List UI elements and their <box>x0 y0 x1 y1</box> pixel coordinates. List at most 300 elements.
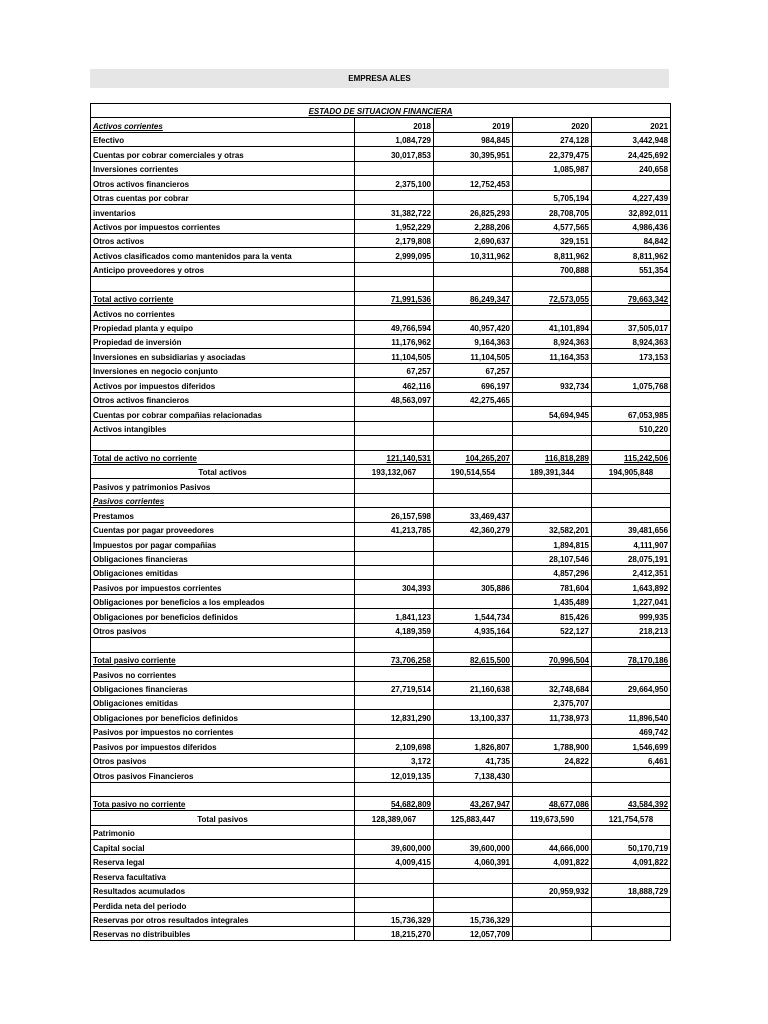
value-cell: 218,213 <box>592 623 671 637</box>
value-cell: 44,666,000 <box>513 840 592 854</box>
value-cell: 1,544,734 <box>434 609 513 623</box>
table-row <box>91 551 671 565</box>
financial-statement-table <box>90 103 671 941</box>
value-cell <box>434 869 513 883</box>
row-label: Patrimonio <box>91 825 355 839</box>
table-row <box>91 883 671 897</box>
value-cell: 240,658 <box>592 161 671 175</box>
value-cell <box>513 825 592 839</box>
table-row <box>91 219 671 233</box>
table-row <box>91 205 671 219</box>
table-row <box>91 580 671 594</box>
row-label: Activos clasificados como mantenidos para la venta <box>91 248 355 262</box>
row-label: Perdida neta del periodo <box>91 898 355 912</box>
value-cell <box>355 551 434 565</box>
value-cell <box>592 782 671 796</box>
value-cell: 4,111,907 <box>592 537 671 551</box>
total-row <box>91 450 671 464</box>
row-label: Reserva facultativa <box>91 869 355 883</box>
value-cell <box>434 638 513 652</box>
value-cell: 40,957,420 <box>434 320 513 334</box>
row-label: Obligaciones por beneficios definidos <box>91 609 355 623</box>
value-cell: 5,705,194 <box>513 190 592 204</box>
value-cell: 4,986,436 <box>592 219 671 233</box>
table-row <box>91 594 671 608</box>
table-row <box>91 147 671 161</box>
value-cell: 24,822 <box>513 753 592 767</box>
value-cell: 932,734 <box>513 378 592 392</box>
value-cell <box>592 306 671 320</box>
value-cell: 2,690,637 <box>434 233 513 247</box>
value-cell <box>592 508 671 522</box>
value-cell: 9,164,363 <box>434 335 513 349</box>
table-row <box>91 768 671 782</box>
row-label: Total pasivo corriente <box>91 652 355 666</box>
value-cell: 7,138,430 <box>434 768 513 782</box>
table-row <box>91 335 671 349</box>
value-cell <box>434 421 513 435</box>
value-cell <box>513 912 592 926</box>
value-cell: 510,220 <box>592 421 671 435</box>
row-label: Otros pasivos <box>91 623 355 637</box>
value-cell: 30,395,951 <box>434 147 513 161</box>
value-cell <box>355 825 434 839</box>
row-label <box>91 436 355 450</box>
value-cell <box>513 782 592 796</box>
value-cell: 8,811,962 <box>592 248 671 262</box>
row-label: Activos por impuestos diferidos <box>91 378 355 392</box>
value-cell: 1,227,041 <box>592 594 671 608</box>
row-label: Obligaciones por beneficios definidos <box>91 710 355 724</box>
row-label <box>91 638 355 652</box>
value-cell: 12,019,135 <box>355 768 434 782</box>
value-cell: 1,435,489 <box>513 594 592 608</box>
value-cell <box>434 551 513 565</box>
row-label: Obligaciones por beneficios a los empleados <box>91 594 355 608</box>
value-cell: 12,831,290 <box>355 710 434 724</box>
value-cell: 3,442,948 <box>592 132 671 146</box>
table-row <box>91 869 671 883</box>
value-cell: 8,924,363 <box>592 335 671 349</box>
value-cell <box>434 667 513 681</box>
table-row <box>91 681 671 695</box>
value-cell: 12,752,453 <box>434 176 513 190</box>
table-row <box>91 724 671 738</box>
row-label <box>91 277 355 291</box>
value-cell: 18,215,270 <box>355 926 434 940</box>
row-label: Otros activos financieros <box>91 176 355 190</box>
value-cell: 70,996,504 <box>513 652 592 666</box>
value-cell <box>513 667 592 681</box>
row-label: Activos por impuestos corrientes <box>91 219 355 233</box>
table-row <box>91 118 671 132</box>
value-cell <box>592 695 671 709</box>
row-label: Pasivos corrientes <box>91 493 355 507</box>
value-cell: 815,426 <box>513 609 592 623</box>
value-cell <box>513 638 592 652</box>
row-label: Cuentas por pagar proveedores <box>91 522 355 536</box>
value-cell: 469,742 <box>592 724 671 738</box>
value-cell: 1,826,807 <box>434 739 513 753</box>
total-row <box>91 652 671 666</box>
value-cell: 1,788,900 <box>513 739 592 753</box>
table-row <box>91 508 671 522</box>
row-label: Obligaciones financieras <box>91 551 355 565</box>
value-cell <box>592 898 671 912</box>
value-cell: 2,999,095 <box>355 248 434 262</box>
value-cell: 11,176,962 <box>355 335 434 349</box>
value-cell <box>513 926 592 940</box>
value-cell <box>592 869 671 883</box>
row-label: Otros activos <box>91 233 355 247</box>
value-cell <box>592 392 671 406</box>
value-cell: 84,842 <box>592 233 671 247</box>
value-cell <box>592 363 671 377</box>
value-cell <box>592 768 671 782</box>
value-cell: 2021 <box>592 118 671 132</box>
table-row <box>91 898 671 912</box>
value-cell: 4,091,822 <box>592 854 671 868</box>
value-cell <box>355 262 434 276</box>
value-cell: 1,952,229 <box>355 219 434 233</box>
value-cell: 2,288,206 <box>434 219 513 233</box>
value-cell <box>513 479 592 493</box>
row-label <box>91 782 355 796</box>
table-row <box>91 825 671 839</box>
row-label: Total pasivos <box>91 811 355 825</box>
value-cell: 48,677,086 <box>513 797 592 811</box>
row-label: Pasivos por impuestos no corrientes <box>91 724 355 738</box>
value-cell <box>355 479 434 493</box>
value-cell: 11,104,505 <box>434 349 513 363</box>
value-cell: 2018 <box>355 118 434 132</box>
value-cell: 4,060,391 <box>434 854 513 868</box>
value-cell <box>434 436 513 450</box>
table-row <box>91 233 671 247</box>
value-cell <box>434 277 513 291</box>
value-cell: 2020 <box>513 118 592 132</box>
value-cell: 28,107,546 <box>513 551 592 565</box>
value-cell: 54,682,809 <box>355 797 434 811</box>
value-cell: 1,075,768 <box>592 378 671 392</box>
value-cell <box>434 898 513 912</box>
table-row <box>91 638 671 652</box>
value-cell: 72,573,055 <box>513 291 592 305</box>
value-cell <box>355 161 434 175</box>
value-cell <box>355 883 434 897</box>
table-row <box>91 753 671 767</box>
value-cell: 39,481,656 <box>592 522 671 536</box>
value-cell: 41,213,785 <box>355 522 434 536</box>
value-cell <box>434 161 513 175</box>
value-cell: 37,505,017 <box>592 320 671 334</box>
value-cell <box>513 869 592 883</box>
table-row <box>91 522 671 536</box>
value-cell: 79,663,342 <box>592 291 671 305</box>
value-cell <box>513 306 592 320</box>
value-cell: 31,382,722 <box>355 205 434 219</box>
value-cell <box>592 825 671 839</box>
value-cell: 304,393 <box>355 580 434 594</box>
value-cell: 67,257 <box>355 363 434 377</box>
value-cell: 696,197 <box>434 378 513 392</box>
value-cell <box>355 667 434 681</box>
value-cell: 42,360,279 <box>434 522 513 536</box>
row-label: Pasivos y patrimonios Pasivos <box>91 479 355 493</box>
total-row <box>91 464 671 478</box>
value-cell <box>434 407 513 421</box>
value-cell: 116,818,289 <box>513 450 592 464</box>
row-label: Total de activo no corriente <box>91 450 355 464</box>
value-cell: 4,009,415 <box>355 854 434 868</box>
value-cell <box>513 898 592 912</box>
value-cell <box>513 724 592 738</box>
value-cell: 32,892,011 <box>592 205 671 219</box>
value-cell <box>592 926 671 940</box>
value-cell: 274,128 <box>513 132 592 146</box>
value-cell: 1,894,815 <box>513 537 592 551</box>
value-cell <box>355 407 434 421</box>
table-row <box>91 161 671 175</box>
value-cell: 13,100,337 <box>434 710 513 724</box>
value-cell <box>434 883 513 897</box>
table-row <box>91 782 671 796</box>
value-cell <box>355 190 434 204</box>
value-cell: 329,151 <box>513 233 592 247</box>
value-cell <box>434 566 513 580</box>
value-cell: 104,265,207 <box>434 450 513 464</box>
value-cell: 305,886 <box>434 580 513 594</box>
table-row <box>91 306 671 320</box>
value-cell: 10,311,962 <box>434 248 513 262</box>
value-cell: 42,275,465 <box>434 392 513 406</box>
value-cell: 4,857,296 <box>513 566 592 580</box>
value-cell: 20,959,932 <box>513 883 592 897</box>
value-cell <box>355 277 434 291</box>
value-cell <box>513 436 592 450</box>
value-cell: 1,546,699 <box>592 739 671 753</box>
value-cell: 8,811,962 <box>513 248 592 262</box>
row-label: Anticipo proveedores y otros <box>91 262 355 276</box>
value-cell <box>434 262 513 276</box>
row-label: Capital social <box>91 840 355 854</box>
row-label: Resultados acumulados <box>91 883 355 897</box>
row-label: Prestamos <box>91 508 355 522</box>
value-cell <box>355 638 434 652</box>
row-label: Total activo corriente <box>91 291 355 305</box>
table-row <box>91 493 671 507</box>
row-label: Reserva legal <box>91 854 355 868</box>
table-row <box>91 190 671 204</box>
value-cell <box>434 493 513 507</box>
value-cell <box>355 869 434 883</box>
value-cell: 115,242,506 <box>592 450 671 464</box>
value-cell <box>592 912 671 926</box>
value-cell <box>434 724 513 738</box>
value-cell <box>592 277 671 291</box>
row-label: Activos no corrientes <box>91 306 355 320</box>
table-row <box>91 623 671 637</box>
value-cell: 82,615,500 <box>434 652 513 666</box>
value-cell: 194,905,848 <box>592 464 671 478</box>
row-label: Obligaciones emitidas <box>91 695 355 709</box>
value-cell: 2019 <box>434 118 513 132</box>
value-cell: 121,140,531 <box>355 450 434 464</box>
value-cell <box>513 277 592 291</box>
value-cell <box>513 493 592 507</box>
value-cell: 73,706,258 <box>355 652 434 666</box>
value-cell <box>355 724 434 738</box>
row-label: Pasivos por impuestos corrientes <box>91 580 355 594</box>
value-cell: 49,766,594 <box>355 320 434 334</box>
statement-title: ESTADO DE SITUACION FINANCIERA <box>91 104 671 118</box>
value-cell: 4,935,164 <box>434 623 513 637</box>
value-cell <box>434 825 513 839</box>
value-cell: 128,389,067 <box>355 811 434 825</box>
value-cell: 4,577,565 <box>513 219 592 233</box>
value-cell <box>434 190 513 204</box>
row-label: Cuentas por cobrar compañias relacionadas <box>91 407 355 421</box>
row-label: Activos corrientes <box>91 118 355 132</box>
value-cell: 4,189,359 <box>355 623 434 637</box>
value-cell: 119,673,590 <box>513 811 592 825</box>
value-cell: 33,469,437 <box>434 508 513 522</box>
table-row <box>91 609 671 623</box>
row-label: Inversiones corrientes <box>91 161 355 175</box>
value-cell: 28,075,191 <box>592 551 671 565</box>
value-cell: 2,412,351 <box>592 566 671 580</box>
table-row <box>91 912 671 926</box>
row-label: Tota pasivo no corriente <box>91 797 355 811</box>
value-cell <box>434 306 513 320</box>
value-cell: 193,132,067 <box>355 464 434 478</box>
total-row <box>91 291 671 305</box>
value-cell <box>513 363 592 377</box>
value-cell: 999,935 <box>592 609 671 623</box>
value-cell <box>434 479 513 493</box>
value-cell <box>355 421 434 435</box>
table-row <box>91 566 671 580</box>
value-cell: 43,267,947 <box>434 797 513 811</box>
value-cell: 2,179,808 <box>355 233 434 247</box>
table-row <box>91 378 671 392</box>
table-row <box>91 739 671 753</box>
value-cell: 11,738,973 <box>513 710 592 724</box>
company-title: EMPRESA ALES <box>90 69 669 88</box>
value-cell <box>434 537 513 551</box>
row-label: Obligaciones financieras <box>91 681 355 695</box>
value-cell <box>355 898 434 912</box>
row-label: Total activos <box>91 464 355 478</box>
statement-title-row <box>91 104 671 118</box>
value-cell: 15,736,329 <box>355 912 434 926</box>
row-label: Propiedad planta y equipo <box>91 320 355 334</box>
value-cell: 67,053,985 <box>592 407 671 421</box>
value-cell: 24,425,692 <box>592 147 671 161</box>
table-row <box>91 349 671 363</box>
value-cell: 32,748,684 <box>513 681 592 695</box>
value-cell: 50,170,719 <box>592 840 671 854</box>
value-cell <box>513 392 592 406</box>
value-cell: 41,101,894 <box>513 320 592 334</box>
value-cell <box>434 782 513 796</box>
value-cell: 984,845 <box>434 132 513 146</box>
table-row <box>91 277 671 291</box>
value-cell: 39,600,000 <box>355 840 434 854</box>
table-row <box>91 479 671 493</box>
value-cell: 26,825,293 <box>434 205 513 219</box>
row-label: Efectivo <box>91 132 355 146</box>
table-row <box>91 392 671 406</box>
table-row <box>91 132 671 146</box>
value-cell <box>592 667 671 681</box>
value-cell: 41,735 <box>434 753 513 767</box>
row-label: inventarios <box>91 205 355 219</box>
value-cell: 4,091,822 <box>513 854 592 868</box>
value-cell: 27,719,514 <box>355 681 434 695</box>
table-row <box>91 421 671 435</box>
value-cell: 462,116 <box>355 378 434 392</box>
value-cell: 48,563,097 <box>355 392 434 406</box>
row-label: Impuestos por pagar compañias <box>91 537 355 551</box>
value-cell <box>592 436 671 450</box>
value-cell <box>355 594 434 608</box>
value-cell: 1,643,892 <box>592 580 671 594</box>
value-cell <box>592 638 671 652</box>
table-row <box>91 320 671 334</box>
total-row <box>91 811 671 825</box>
row-label: Reservas no distribuibles <box>91 926 355 940</box>
value-cell: 67,257 <box>434 363 513 377</box>
value-cell: 43,584,392 <box>592 797 671 811</box>
value-cell <box>592 493 671 507</box>
value-cell: 86,249,347 <box>434 291 513 305</box>
table-row <box>91 363 671 377</box>
row-label: Otros activos financieros <box>91 392 355 406</box>
table-row <box>91 407 671 421</box>
value-cell: 8,924,363 <box>513 335 592 349</box>
row-label: Cuentas por cobrar comerciales y otras <box>91 147 355 161</box>
value-cell: 71,991,536 <box>355 291 434 305</box>
value-cell: 29,664,950 <box>592 681 671 695</box>
value-cell: 28,708,705 <box>513 205 592 219</box>
value-cell <box>434 594 513 608</box>
value-cell: 11,896,540 <box>592 710 671 724</box>
row-label: Otras cuentas por cobrar <box>91 190 355 204</box>
value-cell <box>513 508 592 522</box>
value-cell: 3,172 <box>355 753 434 767</box>
value-cell <box>592 479 671 493</box>
total-row <box>91 797 671 811</box>
value-cell: 551,354 <box>592 262 671 276</box>
value-cell: 1,084,729 <box>355 132 434 146</box>
table-row <box>91 695 671 709</box>
table-row <box>91 667 671 681</box>
value-cell: 32,582,201 <box>513 522 592 536</box>
value-cell: 1,841,123 <box>355 609 434 623</box>
value-cell: 12,057,709 <box>434 926 513 940</box>
value-cell <box>355 493 434 507</box>
value-cell <box>592 176 671 190</box>
value-cell: 11,164,353 <box>513 349 592 363</box>
value-cell <box>355 695 434 709</box>
value-cell: 700,888 <box>513 262 592 276</box>
value-cell <box>355 537 434 551</box>
table-row <box>91 710 671 724</box>
value-cell: 522,127 <box>513 623 592 637</box>
value-cell: 190,514,554 <box>434 464 513 478</box>
row-label: Propiedad de inversión <box>91 335 355 349</box>
